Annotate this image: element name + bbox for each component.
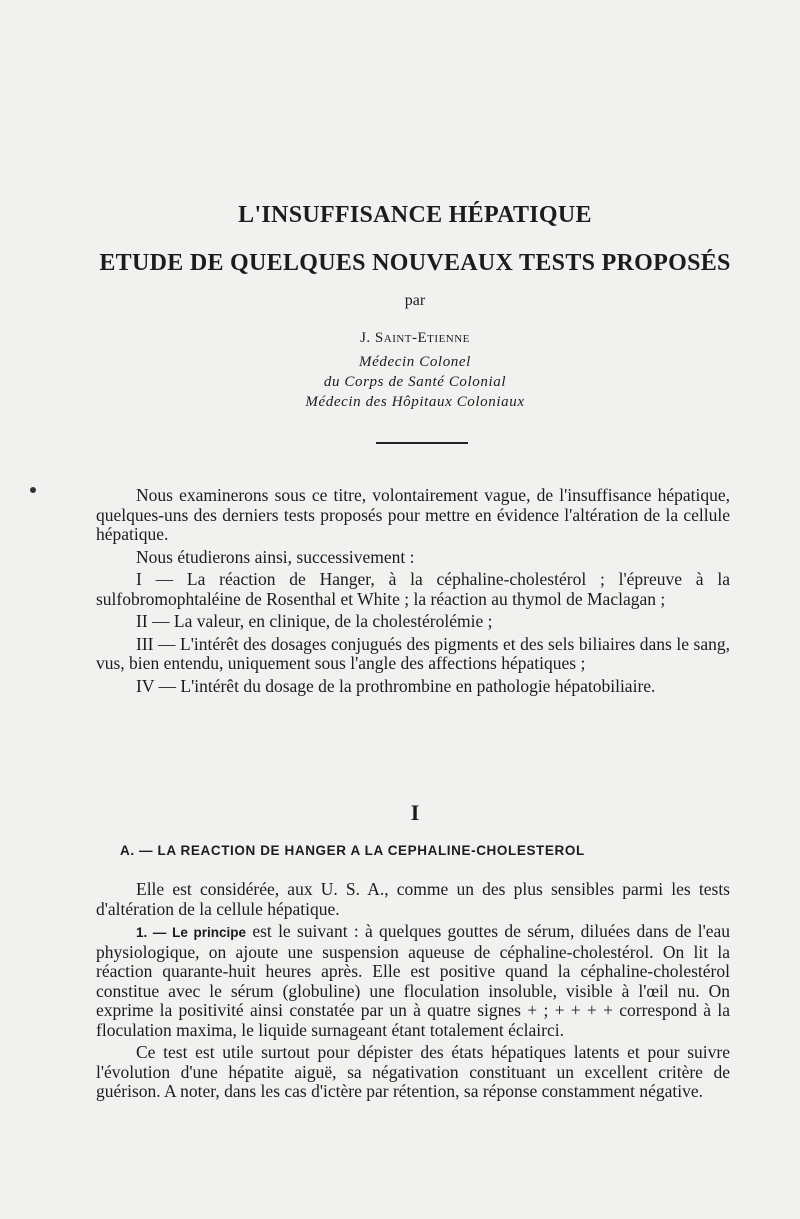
section-numeral: I <box>410 800 420 825</box>
section-text <box>96 880 730 1102</box>
principle-text: est le suivant : à quelques gouttes de sérum, diluées dans de l'eau physiologique, on ajoute une suspension aqueuse de céphaline-cholestérol. On lit la réaction quarante-huit heures après. Elle est positive quand la céphaline-cholestérol constitue avec le sérum (globuline) une floculation insoluble, visible à l'œil nu. On exprime la positivité ainsi constatée par un à quatre signes + ; + + + + correspond à la floculation maxima, le liquide surnageant étant totalement éclairci. <box>96 921 731 1040</box>
intro-paragraph: Nous étudierons ainsi, successivement : <box>136 546 415 567</box>
section-paragraph: Elle est considérée, aux U. S. A., comme un des plus sensibles parmi les tests d'altération de la cellule hépatique. <box>96 879 730 919</box>
section-paragraph: Ce test est utile surtout pour dépister des états hépatiques latents et pour suivre l'évolution d'une hépatite aiguë, sa négativation constituant un excellent critère de guérison. A noter, dans les cas d'ictère par rétention, sa réponse constamment négative. <box>96 1042 730 1101</box>
section-heading: A. — LA REACTION DE HANGER A LA CEPHALINE-CHOLESTEROL <box>120 843 585 858</box>
author-affiliation-2: du Corps de Santé Colonial <box>323 374 507 390</box>
principle-paragraph <box>96 922 730 1040</box>
list-item-1: I — La réaction de Hanger, à la céphaline-cholestérol ; l'épreuve à la sulfobromophtaléine de Rosenthal et White ; la réaction au thymol de Maclagan ; <box>96 569 730 609</box>
author-name: J. Saint-Etienne <box>360 330 470 346</box>
author-affiliation-1: Médecin Colonel <box>359 354 471 370</box>
list-item-2: II — La valeur, en clinique, de la cholestérolémie ; <box>136 611 493 631</box>
byline-par: par <box>404 292 426 309</box>
author-affiliation-3: Médecin des Hôpitaux Coloniaux <box>305 394 525 410</box>
article-subtitle: ETUDE DE QUELQUES NOUVEAUX TESTS PROPOSÉS <box>99 250 731 276</box>
title-separator-rule <box>376 442 468 444</box>
intro-text <box>96 486 730 696</box>
margin-mark <box>30 487 36 493</box>
list-item-4: IV — L'intérêt du dosage de la prothrombine en pathologie hépatobiliaire. <box>136 675 656 696</box>
intro-paragraph: Nous examinerons sous ce titre, volontairement vague, de l'insuffisance hépatique, quelques-uns des derniers tests proposés pour mettre en évidence l'altération de la cellule hépatique. <box>96 485 730 544</box>
principle-lead: 1. — Le principe <box>136 925 247 940</box>
article-title: L'INSUFFISANCE HÉPATIQUE <box>238 202 592 228</box>
list-item-3: III — L'intérêt des dosages conjugués des pigments et des sels biliaires dans le sang, vus, bien entendu, uniquement sous l'angle des affections hépatiques ; <box>96 633 730 673</box>
